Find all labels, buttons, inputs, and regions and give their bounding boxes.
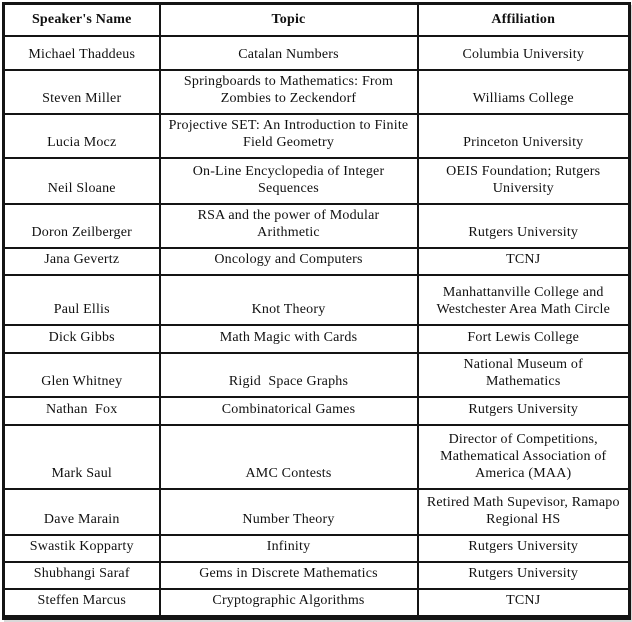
- topic-cell: On-Line Encyclopedia of Integer Sequences: [160, 158, 418, 204]
- speaker-cell: Shubhangi Saraf: [4, 562, 160, 589]
- table-row: [4, 489, 630, 535]
- topic-cell: Cryptographic Algorithms: [160, 589, 418, 618]
- speaker-cell: Nathan Fox: [4, 397, 160, 425]
- table-row: [4, 158, 630, 204]
- topic-cell: Combinatorical Games: [160, 397, 418, 425]
- affiliation-cell: Rutgers University: [418, 562, 630, 589]
- affiliation-cell: National Museum of Mathematics: [418, 353, 630, 397]
- affiliation-cell: Rutgers University: [418, 204, 630, 248]
- affiliation-cell: TCNJ: [418, 248, 630, 275]
- table-row: [4, 535, 630, 562]
- affiliation-cell: Williams College: [418, 70, 630, 114]
- affiliation-cell: Rutgers University: [418, 397, 630, 425]
- affiliation-cell: Retired Math Supevisor, Ramapo Regional HS: [418, 489, 630, 535]
- table-row: [4, 70, 630, 114]
- topic-cell: Oncology and Computers: [160, 248, 418, 275]
- topic-cell: Infinity: [160, 535, 418, 562]
- affiliation-cell: OEIS Foundation; Rutgers University: [418, 158, 630, 204]
- affiliation-cell: Manhattanville College and Westchester Area Math Circle: [418, 275, 630, 325]
- table-row: [4, 204, 630, 248]
- table-row: [4, 275, 630, 325]
- speaker-cell: Steven Miller: [4, 70, 160, 114]
- speaker-cell: Michael Thaddeus: [4, 36, 160, 70]
- affiliation-cell: Rutgers University: [418, 535, 630, 562]
- table-row: [4, 114, 630, 158]
- speaker-cell: Glen Whitney: [4, 353, 160, 397]
- table-row: [4, 397, 630, 425]
- topic-cell: RSA and the power of Modular Arithmetic: [160, 204, 418, 248]
- table-row: [4, 425, 630, 489]
- column-header-speaker: Speaker's Name: [4, 4, 160, 36]
- speakers-table: [2, 2, 631, 620]
- topic-cell: Math Magic with Cards: [160, 325, 418, 353]
- speaker-cell: Mark Saul: [4, 425, 160, 489]
- speaker-cell: Lucia Mocz: [4, 114, 160, 158]
- affiliation-cell: Fort Lewis College: [418, 325, 630, 353]
- speaker-cell: Neil Sloane: [4, 158, 160, 204]
- speaker-cell: Dick Gibbs: [4, 325, 160, 353]
- topic-cell: Gems in Discrete Mathematics: [160, 562, 418, 589]
- topic-cell: Projective SET: An Introduction to Finite Field Geometry: [160, 114, 418, 158]
- topic-cell: Knot Theory: [160, 275, 418, 325]
- speaker-cell: Paul Ellis: [4, 275, 160, 325]
- speaker-cell: Doron Zeilberger: [4, 204, 160, 248]
- column-header-affiliation: Affiliation: [418, 4, 630, 36]
- table-body: [4, 36, 630, 618]
- table-row: [4, 589, 630, 618]
- topic-cell: Number Theory: [160, 489, 418, 535]
- table-row: [4, 562, 630, 589]
- affiliation-cell: Director of Competitions, Mathematical Association of America (MAA): [418, 425, 630, 489]
- topic-cell: AMC Contests: [160, 425, 418, 489]
- speaker-cell: Steffen Marcus: [4, 589, 160, 618]
- affiliation-cell: Columbia University: [418, 36, 630, 70]
- affiliation-cell: TCNJ: [418, 589, 630, 618]
- speaker-cell: Swastik Kopparty: [4, 535, 160, 562]
- topic-cell: Springboards to Mathematics: From Zombies to Zeckendorf: [160, 70, 418, 114]
- table-row: [4, 325, 630, 353]
- table-row: [4, 248, 630, 275]
- table-header: [4, 4, 630, 36]
- affiliation-cell: Princeton University: [418, 114, 630, 158]
- speaker-cell: Jana Gevertz: [4, 248, 160, 275]
- table-row: [4, 353, 630, 397]
- speaker-cell: Dave Marain: [4, 489, 160, 535]
- topic-cell: Catalan Numbers: [160, 36, 418, 70]
- column-header-topic: Topic: [160, 4, 418, 36]
- topic-cell: Rigid Space Graphs: [160, 353, 418, 397]
- table-row: [4, 36, 630, 70]
- header-row: [4, 4, 630, 36]
